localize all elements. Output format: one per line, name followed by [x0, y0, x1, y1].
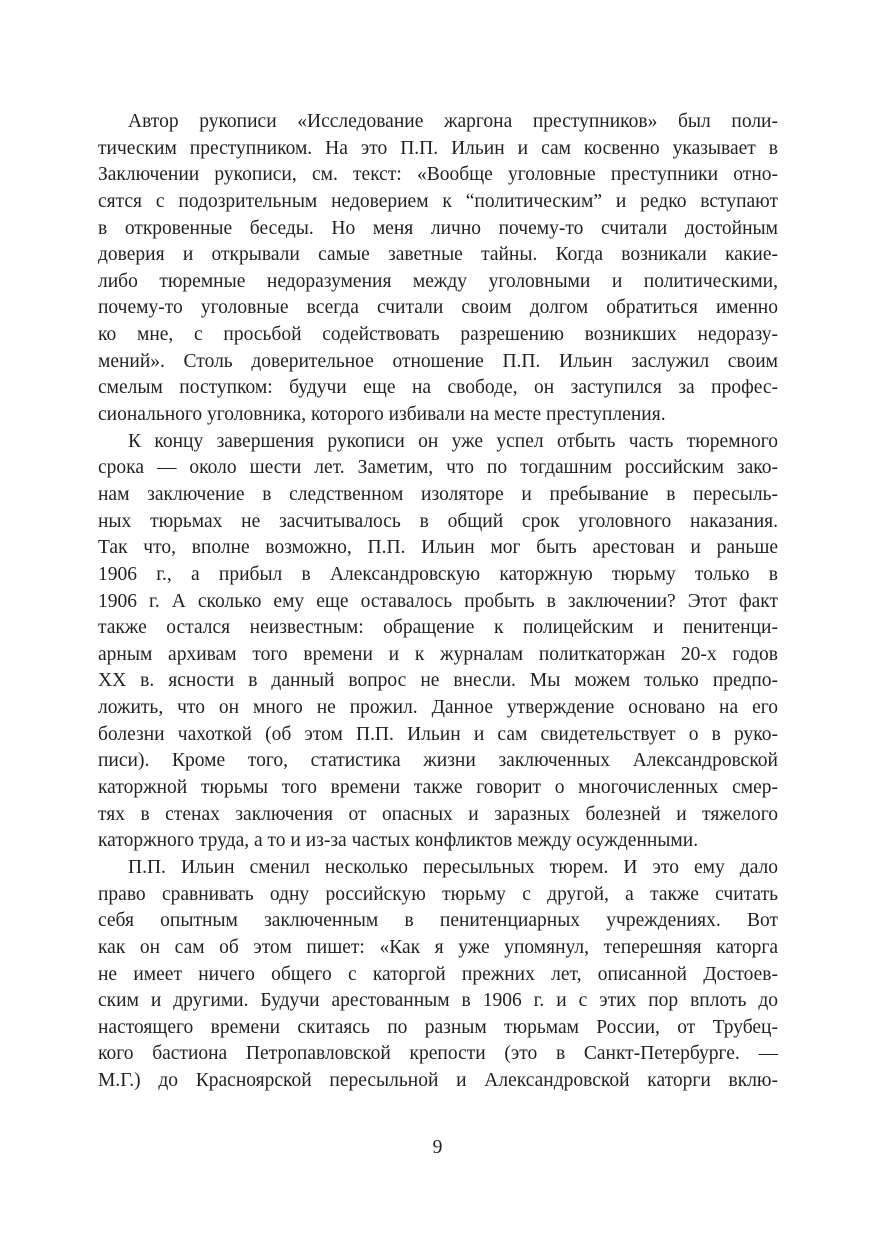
text-line: ложить, что он много не прожил. Данное утверждение основано на его — [98, 697, 778, 719]
text-line: доверия и открывали самые заветные тайны. Когда возникали какие- — [98, 244, 778, 266]
text-line: ко мне, с просьбой содействовать разрешению возникших недоразу- — [98, 324, 778, 346]
text-line: ных тюрьмах не засчитывалось в общий срок уголовного наказания. — [98, 510, 778, 532]
text-line: каторжного труда, а то и из-за частых конфликтов между осужденными. — [98, 830, 699, 852]
paragraph-3 — [98, 855, 778, 1095]
text-line: Так что, вполне возможно, П.П. Ильин мог быть арестован и раньше — [98, 537, 778, 559]
paragraph-1 — [98, 109, 778, 429]
text-line: также остался неизвестным: обращение к полицейским и пенитенци- — [98, 617, 778, 639]
text-line: тическим преступником. На это П.П. Ильин и сам косвенно указывает в — [98, 137, 778, 159]
text-line: почему-то уголовные всегда считали своим долгом обратиться именно — [98, 297, 778, 319]
text-line: как он сам об этом пишет: «Как я уже упомянул, теперешняя каторга — [98, 936, 778, 958]
text-line: 1906 г. А сколько ему еще оставалось пробыть в заключении? Этот факт — [98, 590, 778, 612]
text-line: Автор рукописи «Исследование жаргона преступников» был поли- — [128, 111, 778, 132]
text-line: Заключении рукописи, см. текст: «Вообще уголовные преступники отно- — [98, 164, 778, 186]
text-line: арным архивам того времени и к журналам политкаторжан 20-х годов — [98, 643, 778, 665]
text-line: писи). Кроме того, статистика жизни заключенных Александровской — [98, 750, 778, 772]
text-line: ским и другими. Будучи арестованным в 1906 г. и с этих пор вплоть до — [98, 990, 778, 1012]
text-line: право сравнивать одну российскую тюрьму с другой, а также считать — [98, 883, 778, 905]
text-line: настоящего времени скитаясь по разным тюрьмам России, от Трубец- — [98, 1016, 778, 1038]
text-line: болезни чахоткой (об этом П.П. Ильин и сам свидетельствует о в руко- — [98, 723, 778, 745]
text-line: не имеет ничего общего с каторгой прежних лет, описанной Достоев- — [98, 963, 778, 985]
text-line: в откровенные беседы. Но меня лично почему-то считали достойным — [98, 217, 778, 239]
text-line: тях в стенах заключения от опасных и заразных болезней и тяжелого — [98, 803, 778, 825]
paragraph-2 — [98, 429, 778, 855]
text-line: смелым поступком: будучи еще на свободе, он заступился за профес- — [98, 377, 778, 399]
text-line: нам заключение в следственном изоляторе и пребывание в пересыль- — [98, 483, 778, 505]
text-line: П.П. Ильин сменил несколько пересыльных тюрем. И это ему дало — [128, 856, 778, 878]
body-text — [98, 109, 778, 1095]
text-line: мений». Столь доверительное отношение П.П. Ильин заслужил своим — [98, 350, 778, 372]
text-line: сионального уголовника, которого избивали на месте преступления. — [98, 404, 666, 426]
text-line: 1906 г., а прибыл в Александровскую каторжную тюрьму только в — [98, 563, 778, 585]
text-line: К концу завершения рукописи он уже успел отбыть часть тюремного — [128, 430, 778, 452]
text-line: М.Г.) до Красноярской пересыльной и Александровской каторги вклю- — [98, 1070, 778, 1092]
text-line: каторжной тюрьмы того времени также говорит о многочисленных смер- — [98, 777, 778, 799]
text-line: XX в. ясности в данный вопрос не внесли. Мы можем только предпо- — [98, 670, 778, 692]
text-line: сятся с подозрительным недоверием к “политическим” и редко вступают — [98, 190, 778, 212]
text-line: срока — около шести лет. Заметим, что по тогдашним российским зако- — [98, 457, 778, 479]
text-line: либо тюремные недоразумения между уголовными и политическими, — [98, 270, 778, 292]
text-line: себя опытным заключенным в пенитенциарных учреждениях. Вот — [98, 910, 778, 932]
page-number: 9 — [432, 1137, 443, 1158]
text-line: кого бастиона Петропавловской крепости (это в Санкт-Петербурге. — — [98, 1043, 778, 1065]
